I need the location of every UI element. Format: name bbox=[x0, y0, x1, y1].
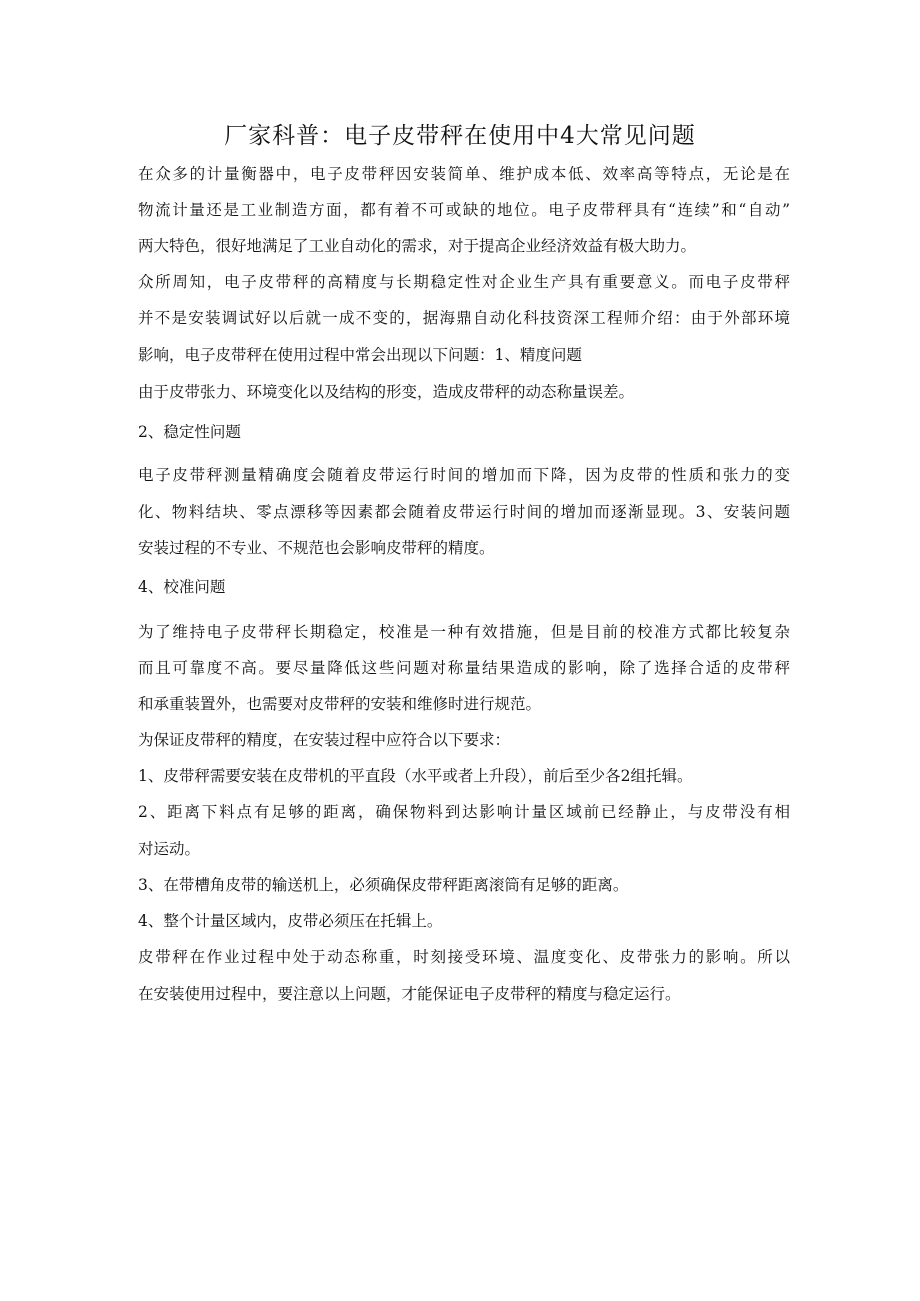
document-title: 厂家科普：电子皮带秤在使用中4大常见问题 bbox=[224, 123, 696, 149]
body-line-14: 而且可靠度不高。要尽量降低这些问题对称量结果造成的影响，除了选择合适的皮带秤 bbox=[138, 659, 790, 677]
section-heading-stability: 2、稳定性问题 bbox=[138, 423, 241, 441]
body-line-13: 为了维持电子皮带秤长期稳定，校准是一种有效措施，但是目前的校准方式都比较复杂 bbox=[138, 623, 790, 641]
body-line-4: 众所周知，电子皮带秤的高精度与长期稳定性对企业生产具有重要意义。而电子皮带秤 bbox=[138, 273, 790, 291]
list-item-4: 4、整个计量区域内，皮带必须压在托辑上。 bbox=[138, 912, 443, 930]
body-line-9: 电子皮带秤测量精确度会随着皮带运行时间的增加而下降，因为皮带的性质和张力的变 bbox=[138, 466, 790, 484]
body-line-5: 并不是安装调试好以后就一成不变的，据海鼎自动化科技资深工程师介绍：由于外部环境 bbox=[138, 309, 790, 327]
list-item-3: 3、在带槽角皮带的输送机上，必须确保皮带秤距离滚筒有足够的距离。 bbox=[138, 876, 629, 894]
body-line-22: 皮带秤在作业过程中处于动态称重，时刻接受环境、温度变化、皮带张力的影响。所以 bbox=[138, 948, 790, 966]
body-line-11: 安装过程的不专业、不规范也会影响皮带秤的精度。 bbox=[138, 539, 495, 557]
section-heading-calibration: 4、校准问题 bbox=[138, 578, 226, 596]
list-item-2: 2、距离下料点有足够的距离，确保物料到达影响计量区域前已经静止，与皮带没有相 bbox=[138, 803, 790, 821]
body-line-1: 在众多的计量衡器中，电子皮带秤因安装简单、维护成本低、效率高等特点，无论是在 bbox=[138, 165, 790, 183]
body-line-2: 物流计量还是工业制造方面，都有着不可或缺的地位。电子皮带秤具有“连续”和“自动” bbox=[138, 201, 790, 219]
body-line-6: 影响，电子皮带秤在使用过程中常会出现以下问题：1、精度问题 bbox=[138, 346, 582, 364]
body-line-15: 和承重装置外，也需要对皮带秤的安装和维修时进行规范。 bbox=[138, 695, 542, 713]
body-line-23: 在安装使用过程中，要注意以上问题，才能保证电子皮带秤的精度与稳定运行。 bbox=[138, 985, 681, 1003]
body-line-16: 为保证皮带秤的精度，在安装过程中应符合以下要求： bbox=[138, 731, 511, 749]
list-item-1: 1、皮带秤需要安装在皮带机的平直段（水平或者上升段），前后至少各2组托辑。 bbox=[138, 767, 693, 785]
body-line-10: 化、物料结块、零点漂移等因素都会随着皮带运行时间的增加而逐渐显现。3、安装问题 bbox=[138, 503, 790, 521]
list-item-2-cont: 对运动。 bbox=[138, 840, 201, 858]
body-line-3: 两大特色，很好地满足了工业自动化的需求，对于提高企业经济效益有极大助力。 bbox=[138, 237, 697, 255]
body-line-7: 由于皮带张力、环境变化以及结构的形变，造成皮带秤的动态称量误差。 bbox=[138, 383, 635, 401]
